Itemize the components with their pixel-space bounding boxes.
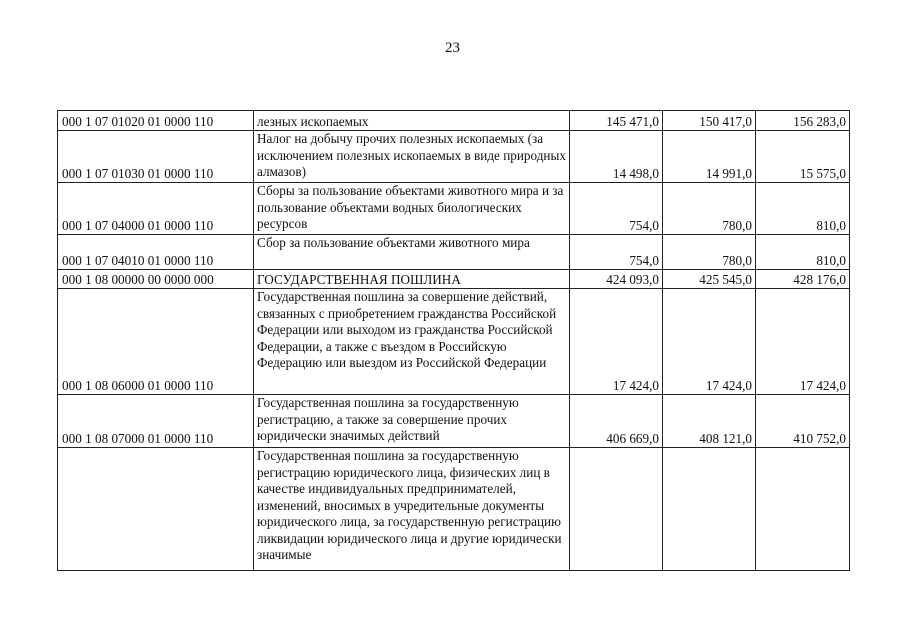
row-code — [58, 448, 254, 571]
row-value-3: 810,0 — [756, 235, 850, 270]
row-value-2: 150 417,0 — [663, 111, 756, 131]
row-value-1: 17 424,0 — [570, 289, 663, 395]
row-code: 000 1 07 04010 01 0000 110 — [58, 235, 254, 270]
table-row — [58, 270, 850, 289]
row-value-3: 15 575,0 — [756, 131, 850, 183]
row-name: Государственная пошлина за государственную регистрацию, а также за совершение прочих юридически значимых действий — [254, 395, 570, 448]
budget-revenue-table — [57, 110, 850, 571]
table-row — [58, 183, 850, 235]
row-value-1: 424 093,0 — [570, 270, 663, 289]
table-row — [58, 131, 850, 183]
row-code: 000 1 08 07000 01 0000 110 — [58, 395, 254, 448]
table-row — [58, 111, 850, 131]
row-code: 000 1 08 00000 00 0000 000 — [58, 270, 254, 289]
row-value-2: 780,0 — [663, 235, 756, 270]
table-row — [58, 395, 850, 448]
page-number: 23 — [445, 40, 460, 56]
row-value-1: 14 498,0 — [570, 131, 663, 183]
row-name: Государственная пошлина за совершение действий, связанных с приобретением гражданства Российской Федерации или выходом из гражданства Российской Федерации, а также с въездом в Российскую Федерацию или выездом из Российской Федерации — [254, 289, 570, 395]
row-value-2: 14 991,0 — [663, 131, 756, 183]
row-value-1: 145 471,0 — [570, 111, 663, 131]
row-value-3: 428 176,0 — [756, 270, 850, 289]
row-value-3: 17 424,0 — [756, 289, 850, 395]
row-value-3 — [756, 448, 850, 571]
row-code: 000 1 07 01030 01 0000 110 — [58, 131, 254, 183]
row-name: Сбор за пользование объектами животного мира — [254, 235, 570, 270]
row-value-1: 754,0 — [570, 235, 663, 270]
row-value-3: 410 752,0 — [756, 395, 850, 448]
row-name: ГОСУДАРСТВЕННАЯ ПОШЛИНА — [254, 270, 570, 289]
table-row — [58, 448, 850, 571]
table-row — [58, 289, 850, 395]
row-value-2: 408 121,0 — [663, 395, 756, 448]
row-value-2 — [663, 448, 756, 571]
row-value-1: 406 669,0 — [570, 395, 663, 448]
row-value-2: 780,0 — [663, 183, 756, 235]
row-value-1 — [570, 448, 663, 571]
row-value-2: 425 545,0 — [663, 270, 756, 289]
row-code: 000 1 07 01020 01 0000 110 — [58, 111, 254, 131]
row-value-3: 156 283,0 — [756, 111, 850, 131]
row-name: Сборы за пользование объектами животного мира и за пользование объектами водных биологических ресурсов — [254, 183, 570, 235]
row-value-2: 17 424,0 — [663, 289, 756, 395]
row-name: лезных ископаемых — [254, 111, 570, 131]
row-code: 000 1 07 04000 01 0000 110 — [58, 183, 254, 235]
row-name: Налог на добычу прочих полезных ископаемых (за исключением полезных ископаемых в виде природных алмазов) — [254, 131, 570, 183]
row-value-3: 810,0 — [756, 183, 850, 235]
row-name: Государственная пошлина за государственную регистрацию юридического лица, физических лиц в качестве индивидуальных предпринимателей, изменений, вносимых в учредительные документы юридического лица, за государственную регистрацию ликвидации юридического лица и другие юридически значимые — [254, 448, 570, 571]
row-code: 000 1 08 06000 01 0000 110 — [58, 289, 254, 395]
row-value-1: 754,0 — [570, 183, 663, 235]
table-row — [58, 235, 850, 270]
